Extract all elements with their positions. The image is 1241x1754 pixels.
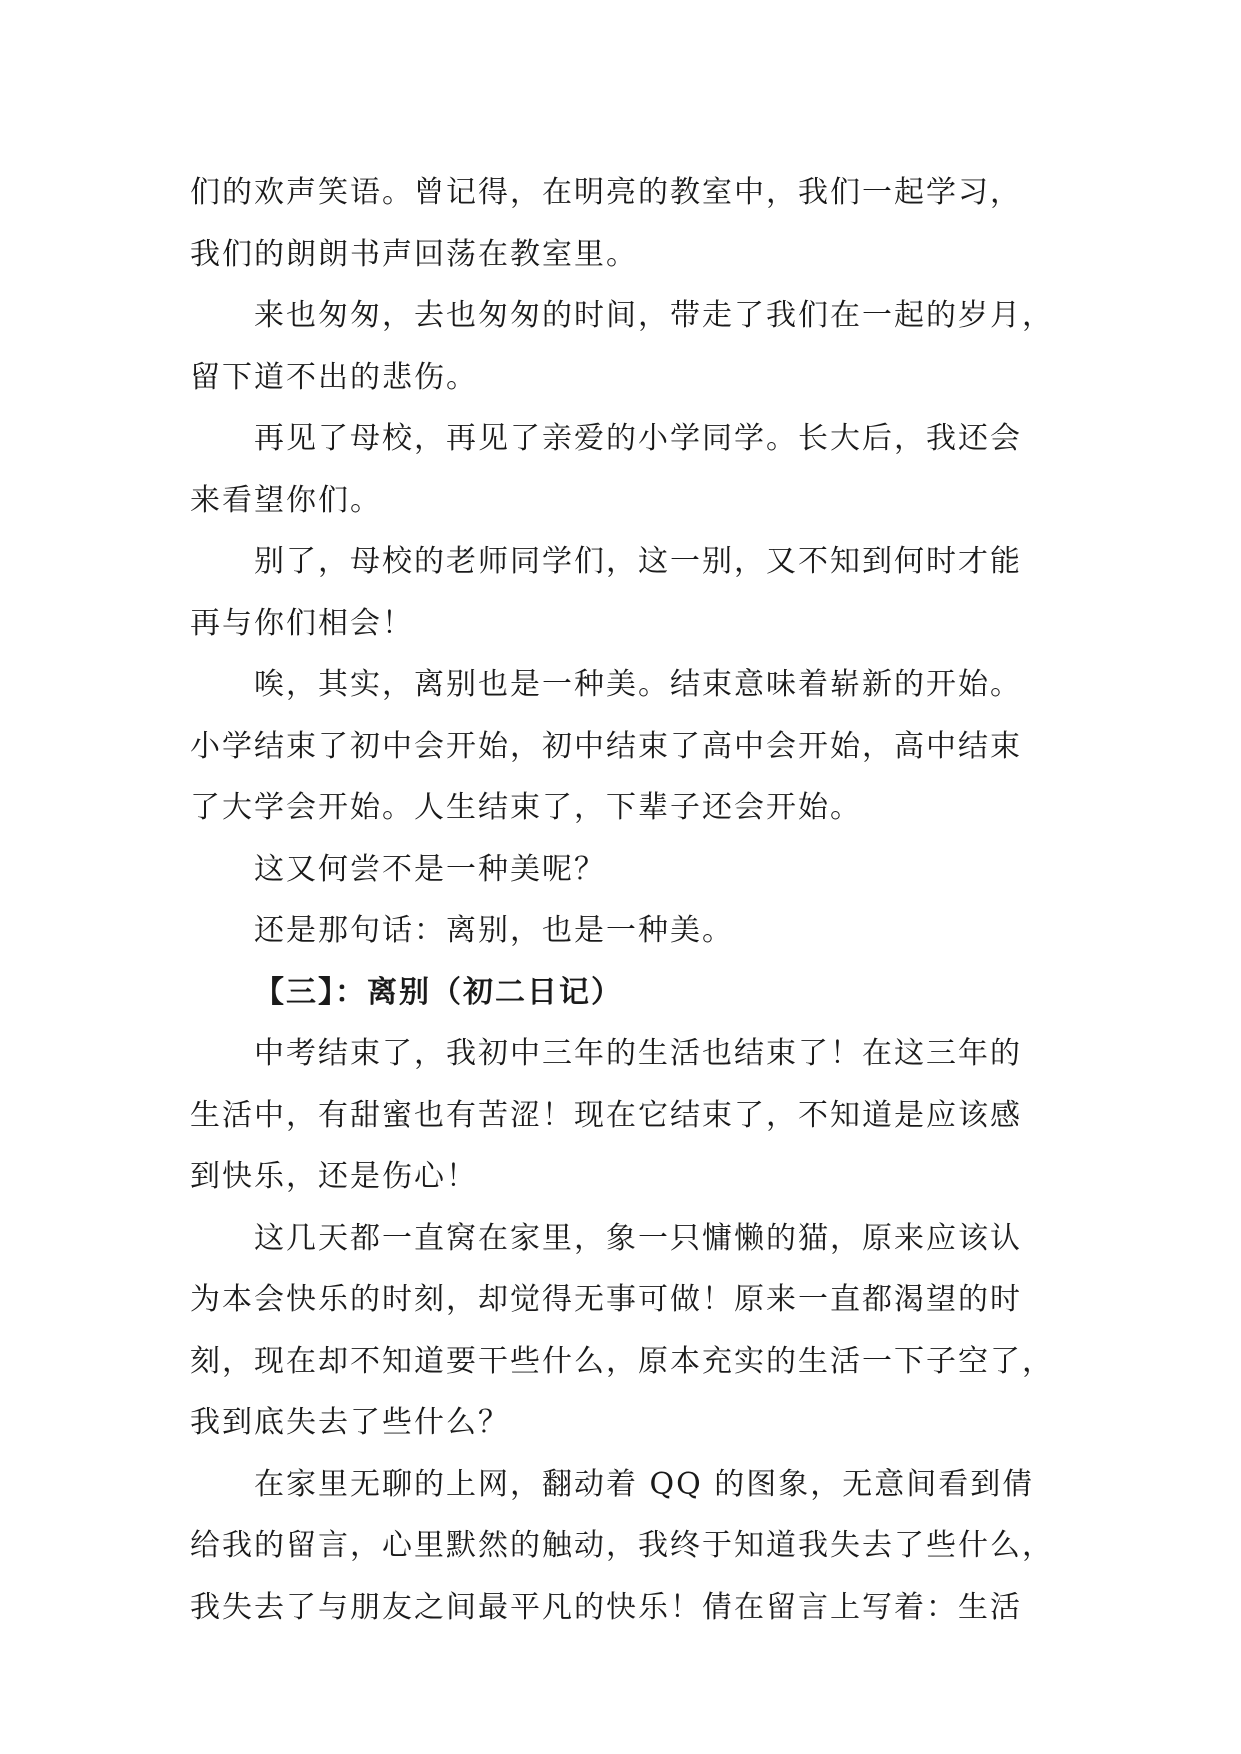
paragraph-start-line: 中考结束了，我初中三年的生活也结束了！在这三年的 bbox=[254, 1036, 1022, 1071]
paragraph-start-line: 来也匆匆，去也匆匆的时间，带走了我们在一起的岁月， bbox=[254, 298, 1054, 333]
text-line: 我到底失去了些什么？ bbox=[190, 1405, 510, 1440]
document-body bbox=[190, 162, 1070, 1638]
text-line: 小学结束了初中会开始，初中结束了高中会开始，高中结束 bbox=[190, 728, 1022, 764]
paragraph-start-line: 再见了母校，再见了亲爱的小学同学。长大后，我还会 bbox=[254, 421, 1022, 456]
text-line: 我们的朗朗书声回荡在教室里。 bbox=[190, 236, 638, 272]
section-heading: 【三】：离别（初二日记） bbox=[254, 974, 623, 1010]
paragraph-start-line: 还是那句话：离别，也是一种美。 bbox=[254, 913, 734, 948]
text-line: 为本会快乐的时刻，却觉得无事可做！原来一直都渴望的时 bbox=[190, 1282, 1022, 1317]
text-line: 来看望你们。 bbox=[190, 482, 382, 518]
text-line: 刻，现在却不知道要干些什么，原本充实的生活一下子空了， bbox=[190, 1343, 1054, 1379]
text-line: 留下道不出的悲伤。 bbox=[190, 359, 478, 395]
text-line: 了大学会开始。人生结束了，下辈子还会开始。 bbox=[190, 790, 862, 825]
paragraph-start-line: 唉，其实，离别也是一种美。结束意味着崭新的开始。 bbox=[254, 667, 1022, 702]
text-line: 们的欢声笑语。曾记得，在明亮的教室中，我们一起学习， bbox=[190, 175, 1022, 210]
paragraph-start-line: 在家里无聊的上网，翻动着 QQ 的图象，无意间看到倩 bbox=[254, 1466, 1035, 1502]
paragraph-start-line: 别了，母校的老师同学们，这一别，又不知到何时才能 bbox=[254, 544, 1022, 579]
text-line: 给我的留言，心里默然的触动，我终于知道我失去了些什么， bbox=[190, 1528, 1054, 1563]
text-line: 我失去了与朋友之间最平凡的快乐！倩在留言上写着：生活 bbox=[190, 1589, 1022, 1625]
text-line: 生活中，有甜蜜也有苦涩！现在它结束了，不知道是应该感 bbox=[190, 1097, 1022, 1133]
text-line: 到快乐，还是伤心！ bbox=[190, 1159, 478, 1194]
text-line: 再与你们相会！ bbox=[190, 605, 414, 641]
paragraph-start-line: 这几天都一直窝在家里，象一只慵懒的猫，原来应该认 bbox=[254, 1220, 1022, 1256]
paragraph-start-line: 这又何尝不是一种美呢？ bbox=[254, 851, 606, 887]
